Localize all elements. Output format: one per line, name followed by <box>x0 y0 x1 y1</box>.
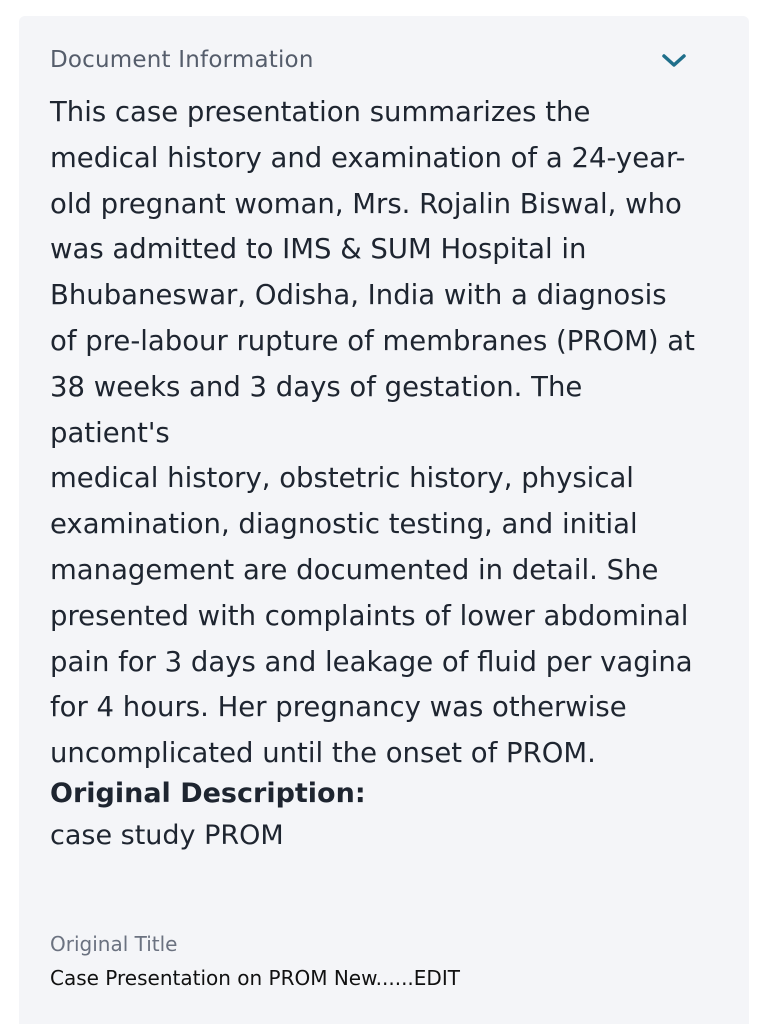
summary-line: old pregnant woman, Mrs. Rojalin Biswal, who <box>50 187 682 220</box>
summary-line: medical history, obstetric history, physical <box>50 462 634 495</box>
summary-line: presented with complaints of lower abdominal <box>50 599 689 632</box>
section-title: Document Information <box>50 47 314 73</box>
summary-line: was admitted to IMS & SUM Hospital in <box>50 233 587 266</box>
summary-line: medical history and examination of a 24-year- <box>50 141 686 174</box>
original-description-heading: Original Description: <box>50 778 366 809</box>
chevron-down-icon[interactable] <box>658 44 690 76</box>
summary-line: This case presentation summarizes the <box>50 96 591 128</box>
original-title-value: Case Presentation on PROM New......EDIT <box>50 966 460 990</box>
document-information-header[interactable] <box>50 44 690 76</box>
summary-line: uncomplicated until the onset of PROM. <box>50 737 596 770</box>
summary-line: 38 weeks and 3 days of gestation. The patient's <box>50 370 583 449</box>
original-title-label: Original Title <box>50 932 178 956</box>
summary-line: management are documented in detail. She <box>50 553 659 586</box>
summary-line: pain for 3 days and leakage of fluid per vagina <box>50 645 693 678</box>
original-description-text: case study PROM <box>50 820 284 851</box>
summary-line: examination, diagnostic testing, and initial <box>50 508 638 541</box>
summary-line: of pre-labour rupture of membranes (PROM) at <box>50 324 695 357</box>
document-summary <box>50 90 700 777</box>
summary-line: for 4 hours. Her pregnancy was otherwise <box>50 691 627 724</box>
summary-line: Bhubaneswar, Odisha, India with a diagnosis <box>50 279 667 312</box>
